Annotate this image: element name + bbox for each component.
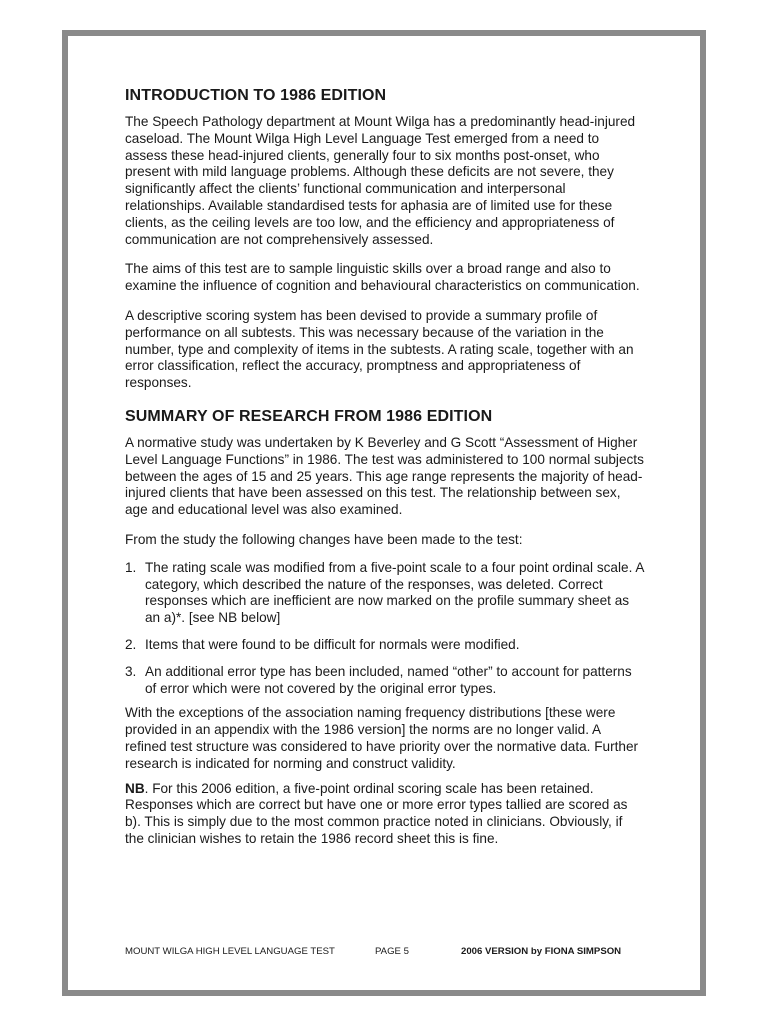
footer-test-name: MOUNT WILGA HIGH LEVEL LANGUAGE TEST: [125, 946, 335, 957]
page-frame: [62, 30, 706, 996]
footer-page-number: PAGE 5: [375, 946, 409, 957]
list-item-text: An additional error type has been included, named “other” to account for patterns of error which were not covered by the original error types.: [145, 663, 632, 696]
list-item: [125, 637, 645, 654]
list-item: [125, 664, 645, 698]
footer-version: 2006 VERSION by FIONA SIMPSON: [461, 946, 622, 957]
exceptions-paragraph: With the exceptions of the association naming frequency distributions [these were provided in an appendix with the 1986 version] the norms are no longer valid. A refined test structure was considered to have priority over the normative data. Further research is indicated for norming and construct validity.: [125, 705, 639, 771]
list-item: [125, 560, 645, 627]
list-item-text: The rating scale was modified from a five-point scale to a four point ordinal scale. A category, which described the nature of the responses, was deleted. Correct responses which are inefficient are now marked on the profile summary sheet as an a)*. [see NB below]: [145, 559, 644, 626]
intro-heading: INTRODUCTION TO 1986 EDITION: [125, 87, 387, 104]
document-page: [68, 36, 700, 990]
changes-list: [125, 560, 645, 698]
summary-heading: SUMMARY OF RESEARCH FROM 1986 EDITION: [125, 407, 493, 425]
list-item-text: Items that were found to be difficult for normals were modified.: [145, 636, 520, 652]
nb-paragraph: [125, 781, 645, 848]
intro-paragraph-2: The aims of this test are to sample linguistic skills over a broad range and also to examine the influence of cognition and behavioural characteristics on communication.: [125, 261, 640, 294]
changes-intro: From the study the following changes have been made to the test:: [125, 531, 523, 547]
list-item-number: 2.: [125, 636, 137, 652]
nb-text: . For this 2006 edition, a five-point ordinal scoring scale has been retained. Responses which are correct but have one or more error types tallied are scored as b). This is simply due to the most common practice noted in clinicians. Obviously, if the clinician wishes to retain the 1986 record sheet this is fine.: [125, 780, 628, 846]
list-item-number: 1.: [125, 559, 137, 575]
page-content: [125, 86, 645, 848]
intro-paragraph-1: The Speech Pathology department at Mount Wilga has a predominantly head-injured caseload. The Mount Wilga High Level Language Test emerged from a need to assess these head-injured clients, generally four to six months post-onset, who present with mild language problems. Although these deficits are not severe, they significantly affect the clients’ functional communication and interpersonal relationships. Available standardised tests for aphasia are of limited use for these clients, as the ceiling levels are too low, and the efficiency and appropriateness of communication are not comprehensively assessed.: [125, 114, 636, 247]
summary-paragraph: A normative study was undertaken by K Beverley and G Scott “Assessment of Higher Level Language Functions” in 1986. The test was administered to 100 normal subjects between the ages of 15 and 25 years. This age range represents the majority of head-injured clients that have been assessed on this test. The relationship between sex, age and educational level was also examined.: [125, 434, 644, 518]
list-item-number: 3.: [125, 663, 137, 679]
nb-label: NB: [125, 780, 145, 796]
intro-paragraph-3: A descriptive scoring system has been devised to provide a summary profile of performance on all subtests. This was necessary because of the variation in the number, type and complexity of items in the subtests. A rating scale, together with an error classification, reflect the accuracy, promptness and appropriateness of responses.: [125, 307, 634, 391]
